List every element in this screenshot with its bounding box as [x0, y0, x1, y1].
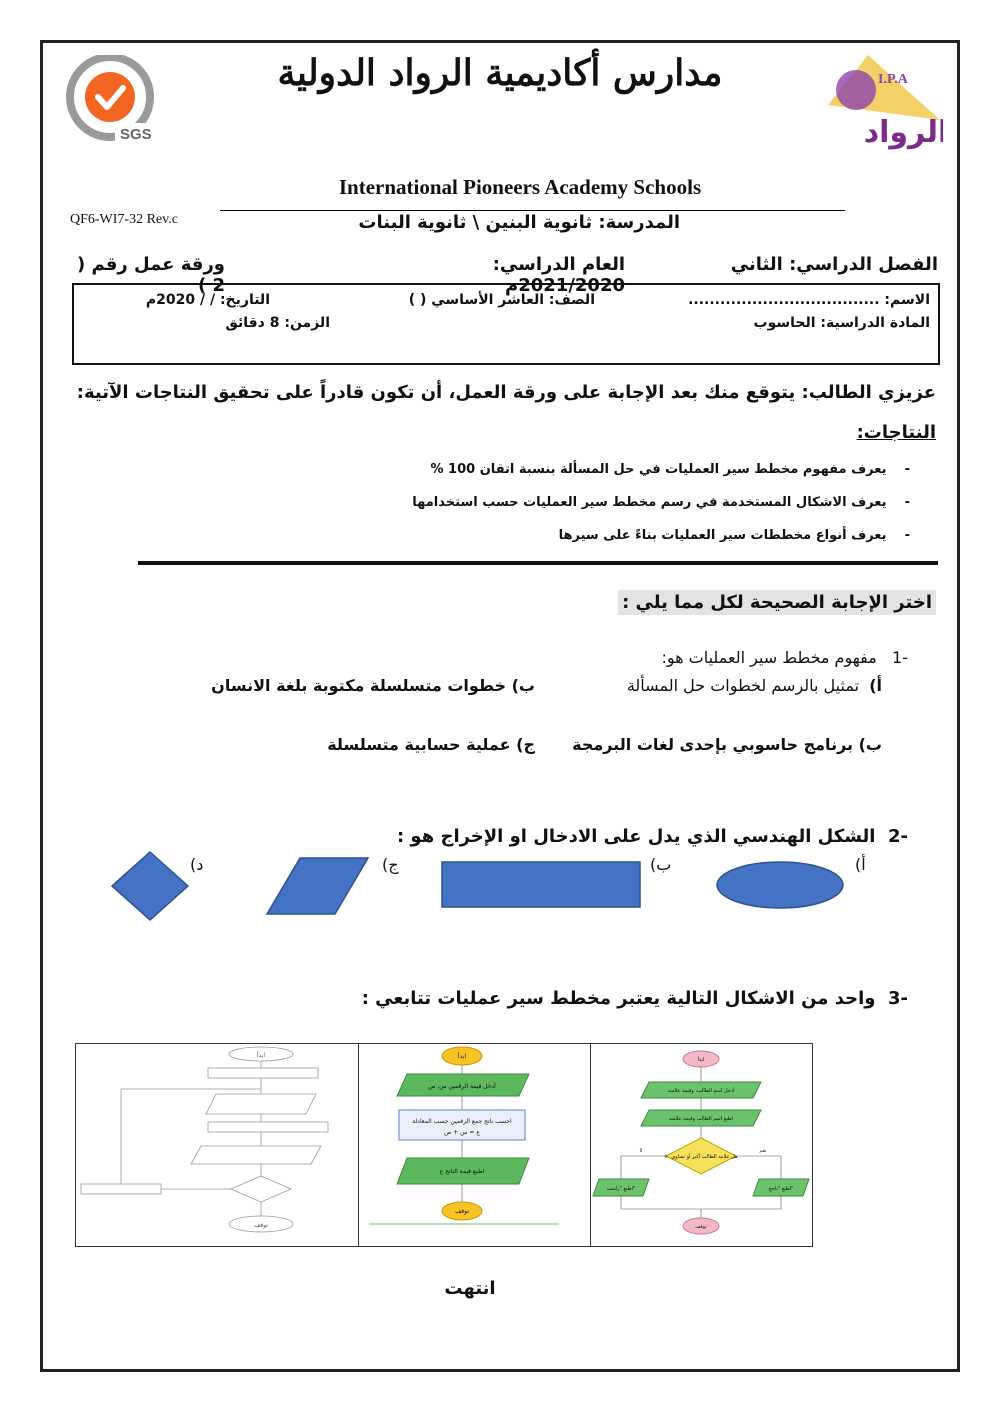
page-title: مدارس أكاديمية الرواد الدولية: [277, 52, 723, 94]
right-chart-decision: هل علامة الطالب أكبر أو تساوي ٥٠: [664, 1154, 738, 1160]
sgs-logo: [60, 55, 160, 145]
outcome-item: - يعرف أنواع مخططات سير العمليات بناءً على سيرها: [558, 528, 910, 543]
english-title: International Pioneers Academy Schools: [338, 175, 702, 199]
ipa-abbr: I.P.A: [878, 72, 908, 87]
q2-label-a[interactable]: أ): [855, 855, 866, 874]
intro-text: عزيزي الطالب: يتوقع منك بعد الإجابة على ورقة العمل، أن تكون قادراً على تحقيق النتاجات الآتية:: [76, 382, 936, 403]
ipa-logo: [818, 50, 943, 155]
right-chart-yes: نعم: [759, 1148, 767, 1154]
middle-chart-process: احسب ناتج جمع الرقمين حسب المعادلة: [412, 1118, 512, 1125]
term: الفصل الدراسي: الثاني: [730, 254, 938, 275]
middle-chart-input: أدخل قيمة الرقمين س، ص: [428, 1083, 496, 1090]
middle-chart-end: توقف: [455, 1208, 469, 1215]
ipa-name: الرواد: [863, 115, 943, 150]
q2-label-c[interactable]: ج): [382, 855, 399, 874]
flowchart-option-right[interactable]: [591, 1044, 812, 1246]
q1-option-d[interactable]: ج) عملية حسابية متسلسلة: [327, 735, 535, 754]
q2-text: -2 الشكل الهندسي الذي يدل على الادخال او الإخراج هو :: [396, 826, 908, 847]
oval-shape[interactable]: [717, 862, 843, 908]
middle-chart-equation: ع = س + ص: [444, 1129, 480, 1136]
end-text: انتهت: [444, 1278, 496, 1299]
left-chart-end: توقف: [254, 1222, 268, 1229]
grade-field[interactable]: الصف: العاشر الأساسي ( ): [408, 292, 595, 308]
student-name-field[interactable]: الاسم: ....................................: [688, 292, 930, 308]
q2-label-b[interactable]: ب): [650, 855, 672, 874]
q1-option-a[interactable]: أ) تمثيل بالرسم لخطوات حل المسألة: [626, 676, 882, 695]
right-chart-input: أدخل اسم الطالب، وقيمة علامته: [667, 1088, 735, 1094]
left-chart-start: ابدأ: [256, 1052, 266, 1059]
right-chart-start: ابدأ: [697, 1057, 705, 1063]
worksheet-number: ورقة عمل رقم ( 2 ): [77, 254, 225, 296]
academic-year: العام الدراسي: 2021/2020م: [492, 254, 625, 296]
rectangle-shape[interactable]: [442, 862, 640, 907]
right-chart-fail: اطبع "راسب": [606, 1186, 636, 1192]
q1-option-b[interactable]: ب) خطوات متسلسلة مكتوبة بلغة الانسان: [211, 676, 535, 695]
q3-text: -3 واحد من الاشكال التالية يعتبر مخطط سير عمليات تتابعي :: [361, 988, 908, 1009]
date-field[interactable]: التاريخ: / / 2020م: [145, 292, 270, 308]
outcome-item: - يعرف الاشكال المستخدمة في رسم مخطط سير العمليات حسب استخدامها: [412, 495, 910, 510]
q2-shapes: [0, 840, 1000, 930]
outcome-item: - يعرف مفهوم مخطط سير العمليات في حل المسألة بنسبة اتقان 100 %: [430, 462, 910, 477]
q1-text: -1 مفهوم مخطط سير العمليات هو:: [661, 648, 908, 667]
parallelogram-shape[interactable]: [267, 858, 368, 914]
section-title: اختر الإجابة الصحيحة لكل مما يلي :: [618, 590, 936, 615]
q1-option-c[interactable]: ب) برنامج حاسوبي بإحدى لغات البرمجة: [572, 735, 882, 754]
right-chart-output: اطبع اسم الطالب وقيمة علامته: [668, 1116, 734, 1122]
sgs-brand: SGS: [120, 126, 152, 143]
outcomes-title: النتاجات:: [856, 422, 936, 443]
flowchart-options: [75, 1043, 813, 1247]
section-divider: [138, 561, 938, 565]
right-chart-end: توقف: [695, 1224, 707, 1230]
school-line: المدرسة: ثانوية البنين \ ثانوية البنات: [358, 212, 680, 233]
diamond-shape[interactable]: [112, 852, 188, 920]
right-chart-no: لا: [639, 1148, 643, 1154]
flowchart-option-middle[interactable]: [359, 1044, 591, 1246]
time-allowed: الزمن: 8 دقائق: [225, 315, 330, 331]
middle-chart-output: اطبع قيمة الناتج ع: [439, 1168, 485, 1175]
title-divider: [220, 210, 845, 211]
flowchart-option-left[interactable]: [76, 1044, 359, 1246]
subject: المادة الدراسية: الحاسوب: [753, 315, 930, 331]
middle-chart-start: ابدأ: [457, 1053, 467, 1060]
q2-label-d[interactable]: د): [190, 855, 204, 874]
doc-code: QF6-WI7-32 Rev.c: [70, 212, 178, 227]
right-chart-pass: اطبع "ناجح": [768, 1186, 794, 1192]
